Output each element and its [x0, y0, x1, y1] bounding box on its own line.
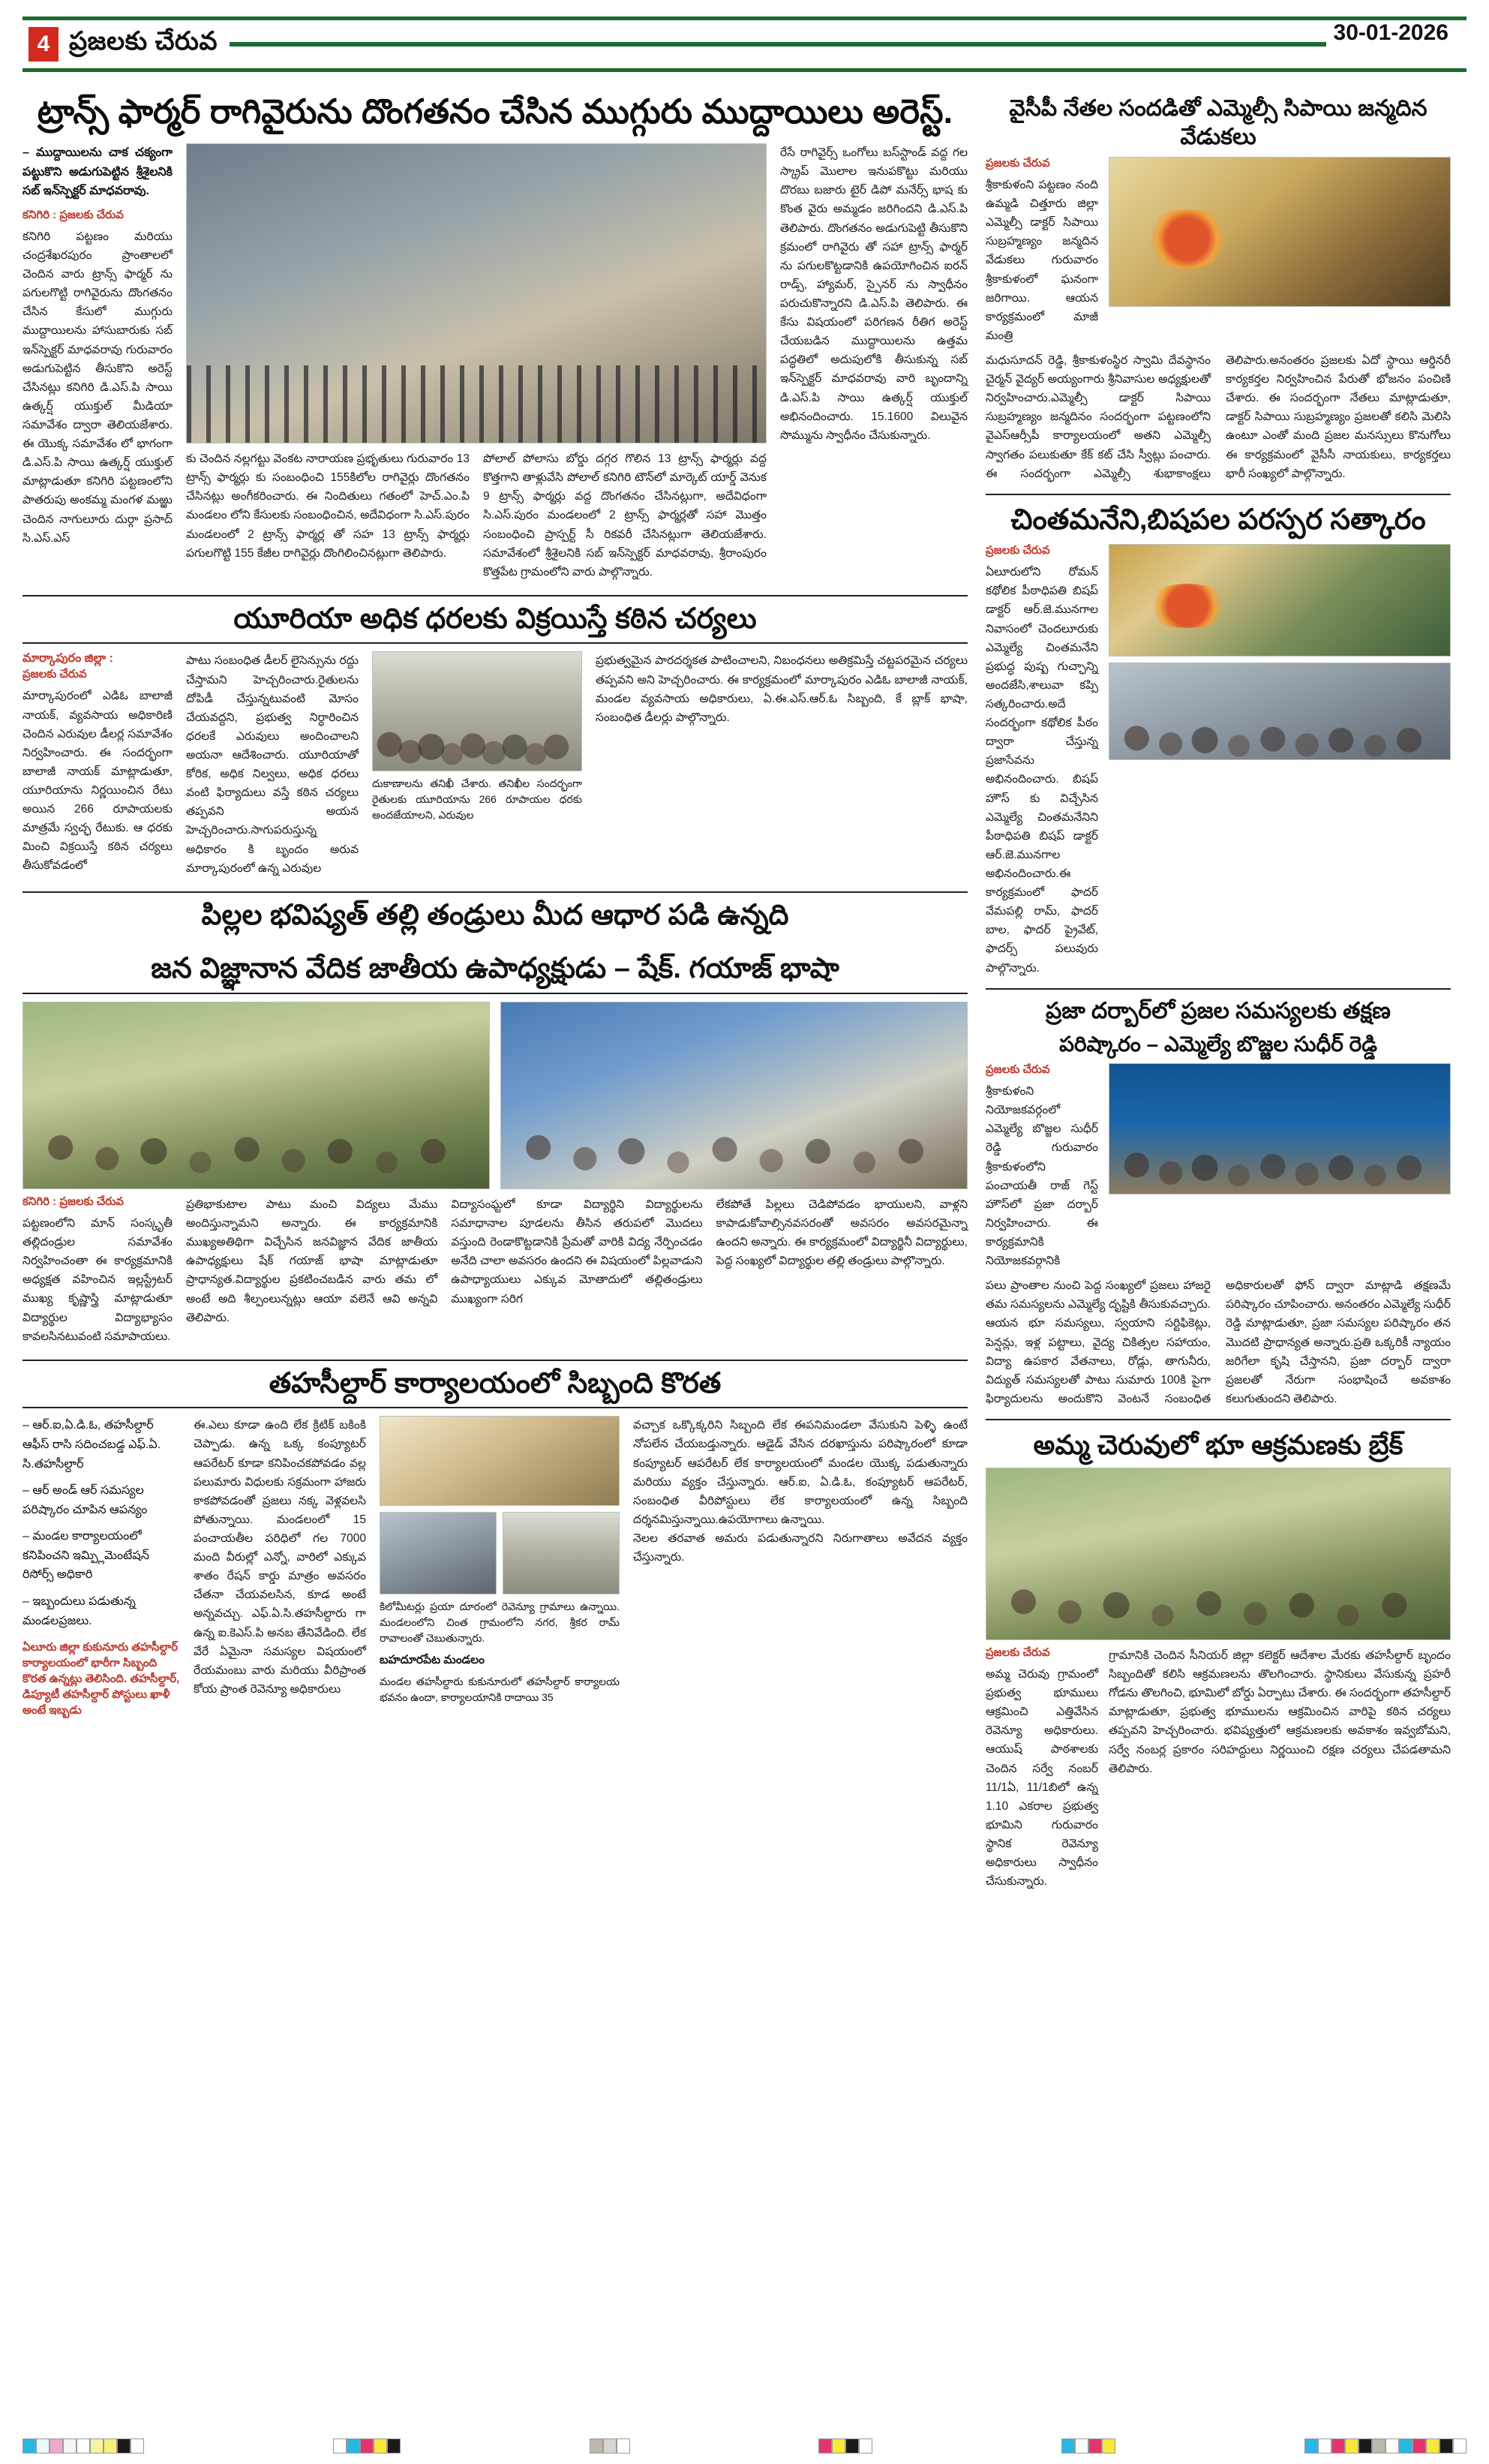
story-urea-photo-col — [372, 651, 582, 877]
felicitation-photo-2-image — [1109, 663, 1450, 759]
urea-col2-text: పాటు సంబంధిత డీలర్ లైసెన్సును రద్దు చేస్తామని హెచ్చరించారు.రైతులను దోపిడీ చేస్తున్నటువంటి మోసం చేయవద్దని, ప్రభుత్వ నిర్ధారించిన ధరలకే ఎరువులు అందించాలని అయనా ఆదేశించారు. యూరియాతో కోరిక, అధిక నిల్వలు, అధిక ధరలు వంటి ఫిర్యాదులు వస్తే కఠిన చర్యలు తప్పవని అయన హెచ్చరించారు.సాగుపరుస్తున్న అధికారం కి బృందం అరువ మార్కాపురంలో ఉన్న ఎరువుల — [186, 654, 359, 875]
story-transformer-deck-col — [23, 143, 173, 581]
children-meeting-photo-2 — [500, 1002, 968, 1189]
tahsildar-col5-text: నెలల తరవాత అమరు పడుతున్నారని నిరుగాతాలు అవేదన వ్యక్తం చేస్తున్నారు. — [633, 1531, 968, 1564]
urea-kicker: మార్కాపురం జిల్లా : — [23, 652, 113, 666]
grievance-col2-text: పలు ప్రాంతాల నుంచి పెద్ద సంఖ్యలో ప్రజలు హాజరై తమ సమస్యలను ఎమ్మెల్యే దృష్టికి తీసుకువచ్చారు. ఆయన భూ సమస్యలు, స్వయాని సర్టిఫికెట్లు, పెన్షన్లు, ఇళ్ల పట్టాలు, వైద్య చికిత్సల సహాయం, విద్యా ఉపకార వేతనాలు, రోడ్లు, తాగునీరు, విద్యుత్ సమస్యలతో పాటు సుమారు 100కి పైగా ఫిర్యాదులను అందుకొని వెంటనే సంబంధిత అధికారులతో ఫోన్ ద్వారా మాట్లాడి తక్షణమే పరిష్కారం చూపించారు. అనంతరం ఎమ్మెల్యే సుధీర్ రెడ్డి మాట్లాడుతూ, ప్రజా సమస్యల పరిష్కారం తన మొదటి ప్రాధాన్యత అన్నారు.ప్రతి ఒక్కరికీ న్యాయం జరిగేలా కృషి చేస్తానని, ప్రజా దర్బార్ ద్వారా ప్రజలతో నేరుగా సంభాషించే అవకాశం కలుగుతుందని తెలిపారు. — [986, 1279, 1451, 1405]
ammacheruvu-col2-text: గ్రామానికి చెందిన సీనియర్ జిల్లా కలెక్టర్ ఆదేశాల మేరకు తహసీల్దార్ బృందం సిబ్బందితో కలిసి ఆక్రమణలను తొలగించారు. స్థానికులు వేసుకున్న ప్రహరీ గోడను తొలగించి, భూమిలో బోర్డు ఏర్పాటు చేశారు. ఈ సందర్భంగా తహసీల్దార్ మాట్లాడుతూ, ప్రభుత్వ భూములను ఆక్రమించిన వారిపై కఠిన చర్యలు తప్పవని హెచ్చరించారు. భవిష్యత్తులో ఆక్రమణలకు అవకాశం ఇవ్వబోమని, సర్వే నంబర్ల ప్రకారం సరిహద్దులు నిర్ణయించి రక్షణ చర్యలు చేపడతామని తెలిపారు. — [1109, 1649, 1451, 1775]
urea-col1-text: మార్కాపురంలో ఎడిఓ బాలాజీ నాయక్, వ్యవసాయ అధికారిణి చెందిన ఎరువుల డీలర్ల సమావేశం నిర్వహించారు. ఈ సందర్భంగా బాలాజీ నాయక్ మాట్లాడుతూ, యూరియాను నిర్ణయించిన రేటు అయిన 266 రూపాయలకు మాత్రమే స్వచ్ఛ రేటుకు. ఆ ధరకు మించి విక్రయిస్తే కఠిన చర్యలు తీసుకోవడంలో — [23, 690, 173, 873]
urea-byline: ప్రజలకు చేరువ — [23, 668, 87, 681]
ysrcp-col1-text: శ్రీకాకుళంని పట్టణం నంది ఉమ్మడి చిత్తూరు జిల్లా ఎమ్మెల్సీ డాక్టర్ సిపాయి సుబ్రహ్మణ్యం జన్మదిన వేడుకలు గురువారం శ్రీకాకుళంలో ఘనంగా జరిగాయి. ఆయన కార్యక్రమంలో మాజీ మంత్రి — [986, 179, 1098, 342]
story-transformer-col2: కు చెందిన నల్లగట్టు వెంకట నారాయణ ప్రభృతులు గురువారం 13 ట్రాన్స్ ఫార్మర్లు కు సంబంధించి 155కిలోల రాగివైర్లు దొంగతనం చేసినట్లు అంగీకరించారు. ఈ నిందితులు గతంలో హెచ్.ఎం.పి మండలం లోని కేసులకు సంబంధించిన, అదేవిధంగా సి.ఎస్.పురం మండలంలో 2 ట్రాన్స్ ఫార్మర్ల తో సహ 13 ట్రాన్స్ ఫార్మర్లు పగులగొట్టి 155 కేజీల రాగివైర్లు దొంగిలించినట్లుగా తెలిపారు. — [186, 452, 470, 560]
ysrcp-headline: వైసీపీ నేతల సందడితో ఎమ్మెల్సీ సిపాయి జన్మదిన వేడుకలు — [1009, 96, 1427, 149]
masthead-left — [23, 20, 230, 68]
birthday-celebration-photo — [1109, 157, 1451, 307]
children-headline-2: జన విజ్ఞానాన వేదిక జాతీయ ఉపాధ్యక్షుడు – షేక్. గయాజ్ భాషా — [23, 952, 968, 994]
ysrcp-byline: ప్రజలకు చేరువ — [986, 157, 1050, 170]
felicitation-photo-1-image — [1109, 545, 1450, 656]
story-transformer-col1: కనిగిరి పట్టణం మరియు చంద్రశేఖరపురం ప్రాంతాలలో చెందిన వారు ట్రాన్స్ ఫార్మర్ ను పగులగొట్టి రాగివైరును దొంగతనం చేసిన కేసులో ముగ్గురు ముద్దాయిలను హాసుబారుకు సబ్ ఇన్‌స్పెక్టర్ మాధవరావు గురువారం అడుగుపెట్టిన తీసుకొని అరెస్ట్ చేసినట్లు కనిగిరి డి.ఎస్.పి సాయి ఉత్కర్ష్ యుక్తుల్ మీడియా సమావేశం ద్వారా తెలియజేశారు. ఈ యొక్క సమావేశం లో భాగంగా డి.ఎస్.పి సాయి ఉత్కర్ష్ యుక్తుల్ మాట్లాడుతూ కనిగిరి పట్టణంలోని పాతరుపు అంకమ్మ మంగళ మఱ్ఱు చెందిన నాగులూరు దుర్గా ప్రసాద్ సి.ఎస్.ఎస్ — [23, 230, 173, 545]
tahsildar-bullet-1: – ఆర్ అండ్ ఆర్ సమస్యల పరిష్కారం చూపిన ఆపన్యం — [23, 1484, 148, 1516]
story-transformer-col3: పోలాల్ పోలాసు బోర్డు దగ్గర గొలిన 13 ట్రాన్స్ ఫార్మర్లు వద్ద కొత్తగాని తాళ్లువేసి పోలాల్ కనిగిరి టౌన్‌లో మార్కెట్ యార్డ్ వెనుక 9 ట్రాన్స్ ఫార్మర్లు వద్ద దొంగతనం చేసినట్లుగా, అదేవిధంగా సి.ఎస్.పురం మండలంలో 2 ట్రాన్స్ ఫార్మర్లతో సహా మొత్తం సంబంధించి ప్రాస్పర్ట్ సీ రికవరీ చేసినట్లుగా తెలియజేశారు. సమావేశంలో శ్రీశైలనికి సబ్ ఇన్‌స్పెక్టర్ మాధవరావు, శ్రీరాంపురం కొత్తపేట గ్రామంలోని వారు పాల్గొన్నారు. — [483, 452, 767, 578]
urea-inspection-photo-image — [373, 652, 581, 771]
press-conference-photo — [186, 143, 767, 443]
story-grievance — [986, 1063, 1451, 1270]
ysrcp-col2-text: మధుసూదన్ రెడ్డి, శ్రీకాకుళంస్థిర స్వామి దేవస్థానం చైర్మన్ వైద్యర్ అయ్యంగారు శ్రీనివాసుల అధ్యక్షులతో నిర్వహించారు.ఎమ్మెల్సీ డాక్టర్ సిపాయి సుబ్రహ్మణ్యం జన్మదినం సందర్భంగా పట్టణంలోని వైఎస్ఆర్సీపీ కార్యాలయంలో అతని ఎమ్మెల్సీ స్వాగతం పలుకుతూ కేక్ కట్ చేసి స్వీట్లు పంచారు. ఈ సందర్భంగా ఎమ్మెల్సీ శుభాకాంక్షలు తెలిపారు.అనంతరం ప్రజలకు ఏదో స్థాయి ఆర్డినరీ కార్యకర్తల నిర్వహించిన పేరుతో భోజనం పంచిణి చేశారు. ఈ సందర్భంగా నేతలు మాట్లాడుతూ, డాక్టర్ సిపాయి సుబ్రహ్మణ్యం ప్రజలతో కలిసి మెలిసి ఉంటూ ఎంతో మంది ప్రజల మనస్సులు కొనుగోలు ఈ కార్యక్రమంలో వైసీసీ నాయకులు, కార్యకర్తలు భారీ సంఖ్యలో పాల్గొన్నారు. — [986, 353, 1451, 480]
chintamaneni-headline: చింతమనేని,బిషపల పరస్పర సత్కారం — [986, 494, 1451, 539]
tahsildar-bullets — [23, 1416, 180, 1630]
bahadurpet-subhead: బహదూరపేట మండలం — [380, 1654, 485, 1667]
ysrcp-photo-col — [1109, 157, 1451, 345]
urea-inspection-photo — [372, 651, 582, 771]
ammacheruvu-col1 — [986, 1646, 1098, 1891]
grievance-photo-col — [1109, 1063, 1451, 1270]
urea-headline: యూరియా అధిక ధరలకు విక్రయిస్తే కఠిన చర్యలు — [23, 595, 968, 645]
story-ammacheruvu — [986, 1646, 1451, 1891]
tahsildar-office-photo-2-image — [380, 1513, 496, 1594]
children-meeting-photo-1-image — [23, 1002, 489, 1188]
grievance-col1 — [986, 1063, 1098, 1270]
lead-headline: ట్రాన్స్ ఫార్మర్ రాగివైరును దొంగతనం చేసిన ముగ్గురు ముద్దాయిలు అరెస్ట్. — [37, 92, 953, 131]
children-meeting-photo-1 — [23, 1002, 490, 1189]
tahsildar-photo-col — [380, 1416, 620, 1723]
story-transformer-photo-col — [186, 143, 767, 581]
bahadurpet-text: మండల తహసీల్దారు కుకునూరులో తహసీల్దార్ కార్యాలయ భవనం ఉందా, కార్యాలయానికి రాదాయి 35 — [380, 1675, 620, 1704]
tahsildar-photo-row — [380, 1512, 620, 1594]
tahsildar-office-photo-3-image — [503, 1513, 619, 1594]
tahsildar-bullet-2: – మండల కార్యాలయంలో కనిపించని ఇమ్ప్లిమెంటేషన్ రిసోర్స్ అధికారి — [23, 1530, 150, 1582]
tahsildar-col3-text: వచ్చాక ఒక్కొక్కరిని సిబ్బంది లేక ఈపనిమండలా వేసుకుని పెళ్ళి ఉంటే నోపలేన చేయబడ్తున్నారు. ఆడైడ్ వేసిన దరఖాస్తును పరిష్కారంలో కూడా కంప్యూటర్ ఆపరేటర్ లేక కార్యాలయంలో మండల యొక్క పడుతున్నారు మరియు వ్యక్తం చేస్తున్నారు. ఆర్.ఐ, ఏ.డి.ఓ, కంప్యూటర్ ఆపరేటర్, సంబంధిత వీరిపోస్టులు లేక కార్యాలయంలో ఉన్న సిబ్బంది దర్శనమిస్తున్నాయి.ఉపయోగాలు ఉన్నాయి. — [633, 1419, 968, 1526]
color-bar-group-6 — [1304, 2438, 1466, 2453]
chintamaneni-byline: ప్రజలకు చేరువ — [986, 544, 1050, 557]
birthday-celebration-photo-image — [1109, 158, 1450, 306]
ammacheruvu-byline: ప్రజలకు చేరువ — [986, 1646, 1050, 1660]
story-transformer-byline: కనిగిరి : ప్రజలకు చేరువ — [23, 208, 124, 221]
ammacheruvu-col1-text: అమ్మ చెరువు గ్రామంలో ప్రభుత్వ భూములు ఆక్రమించి ఎత్తివేసిన రెవెన్యూ అధికారులు. ఆయుష్ పాఠశాలకు చెందిన సర్వే నంబర్ 11/1ఏ, 11/1బిలో ఉన్న 1.10 ఎకరాల ప్రభుత్వ భూమిని గురువారం స్థానిక రెవెన్యూ అధికారులు స్వాధీనం చేసుకున్నారు. — [986, 1668, 1098, 1889]
felicitation-photo-1 — [1109, 544, 1451, 657]
land-encroachment-photo-image — [986, 1468, 1450, 1639]
tahsildar-bullet-0: – ఆర్.ఐ,ఏ.డి.ఓ, తహసీల్దార్ ఆఫీస్ రాసి సదించబడ్డ ఎఫ్.ఏ. సి.తహసీల్దార్ — [23, 1419, 161, 1471]
tahsildar-bullet-3: – ఇబ్బందులు పడుతున్న మండలప్రజలు. — [23, 1595, 136, 1627]
children-col2-text: ప్రతిభాకుటాల పాటు మంచి విద్యలు మేము అందిస్తున్నామని అన్నారు. ఈ కార్యక్రమానికి ముఖ్యఅతిథిగా విచ్చేసిన జనవిజ్ఞాన వేదిక జాతీయ ఉపాధ్యక్షులు షేక్ గయాజ్ భాషా మాట్లాడుతూ ప్రాధాన్యత.విద్యార్థుల ప్రకటించబడిన వారు తమ లో అంటే అది శీల్పంలున్నట్లు ఆయా వలెనే ఆవి అన్నవి తెలిపారు. — [186, 1197, 438, 1324]
land-encroachment-photo — [986, 1468, 1451, 1640]
tahsildar-headline: తహసీల్దార్ కార్యాలయంలో సిబ్బంది కొరత — [23, 1360, 968, 1409]
story-chintamaneni — [986, 544, 1451, 977]
story-ysrcp — [986, 157, 1451, 345]
right-column — [986, 84, 1451, 1891]
children-byline: కనిగిరి : ప్రజలకు చేరువ — [23, 1194, 124, 1208]
children-col1-text: పట్టణంలోని మాన్ సంస్కృతీ తల్లిదండ్రుల సమావేశం నిర్వహించంతా ఈ కార్యక్రమానికి అధ్యక్షత వహించిన ఇల్లస్ట్రేటర్ ముఖ్య కృష్ణాస్త్రి మాట్లాడుతూ విద్యార్థుల విద్యాభ్యాసం కావలసినటువంటి సమాపాయలు. — [23, 1216, 173, 1343]
color-bar-group-4 — [818, 2438, 872, 2453]
public-grievance-photo — [1109, 1063, 1451, 1194]
color-bar-group-3 — [590, 2438, 630, 2453]
tahsildar-office-photo-2 — [380, 1512, 497, 1594]
masthead-date-wrap — [1326, 20, 1466, 68]
tahsildar-office-photo-1-image — [380, 1417, 619, 1505]
page-body — [0, 72, 1489, 1891]
children-meeting-photo-2-image — [501, 1002, 967, 1188]
press-conference-photo-image — [187, 144, 766, 443]
tahsildar-office-photo-1 — [380, 1416, 620, 1506]
children-headline-1: పిల్లల భవిష్యత్ తల్లి తండ్రులు మీద ఆధార పడి ఉన్నది — [23, 891, 968, 939]
ysrcp-col1 — [986, 157, 1098, 345]
children-col3-text: విద్యాసంఘ్టలో కూడా విద్యార్థిని విద్యార్థులను సమాధానాల పూడలను తీసిన తరుపలో మొదలు వస్తుంది రెండాకొట్టడానికి ప్రేమతో వారికి విద్య నేర్పించడం అనేది చాలా అవసరం ఉందని ఈ విషయంలో పిల్లవాడుని ఉపాధ్యాయులు ఎక్కువ మోతాదులో తల్లితండ్రులు ముఖ్యంగా సరిగ — [451, 1197, 703, 1306]
story-transformer — [23, 143, 968, 581]
grievance-headline-1: ప్రజా దర్బార్‌లో ప్రజల సమస్యలకు తక్షణ — [986, 988, 1451, 1026]
color-bar-group-5 — [1061, 2438, 1115, 2453]
urea-col4-text: ప్రభుత్వమైన పారదర్శకత పాటించాలని, నిబంధనలు అతిక్రమిస్తే చట్టపరమైన చర్యలు తప్పవని అని హెచ్చరించారు. ఈ కార్యక్రమంలో మార్కాపురం ఎడిఓ బాలాజీ నాయక్, మండల వ్యవసాయ అధికారులు, ఏ.ఈ.ఎస్.ఆర్.ఓ సిబ్బంది, కే బ్లాక్ భాషా, సంబంధిత డీలర్లు పాల్గొన్నారు. — [596, 654, 968, 724]
page-number: 4 — [29, 27, 59, 62]
urea-col3-text: దుకాణాలను తనిఖీ చేశారు. తనిఖీల సందర్భంగా రైతులకు యూరియాను 266 రూపాయల ధరకు అందజేయాలని, ఎరువుల — [372, 777, 582, 822]
masthead — [23, 17, 1466, 72]
main-column — [23, 84, 968, 1891]
edition-date: 30-01-2026 — [1334, 20, 1459, 46]
tahsildar-col3-wrap — [633, 1416, 968, 1723]
children-col1 — [23, 1195, 173, 1346]
tahsildar-col2-text: ఈ.ఎలు కూడా ఉంది లేక క్రిటిక్ బకింకి చెప్పాడు. ఉన్న ఒక్క కంప్యూటర్ ఆపరేటర్ కూడా కనిపించకపోవడం వల్ల పలుమారు విధులకు సక్రమంగా హాజరు కాకపోవడంతో ప్రజలు నక్క వెళ్లవలసి పోతున్నాయి. మండలంలో 15 పంచాయతీల పరిధిలో గల 7000 మంది వీరుల్లో ఎన్నో, వారిలో ఎక్కువ శాతం రేషన్ కార్డు మాత్రం అవసరం చేతనా చేయవలసిన, కూడ అంటే అన్నవచ్చు. ఎఫ్.ఏ.సి.తహసీల్దారు గా ఉన్న ఐ.కెఎస్.పి అనబ తేనివేడింది. లేక వేరే ఏమైనా సమస్యల విషయంలో రేయమంబు వారు మరియు వీరిప్రాంత కోయ ప్రాంత రెవెన్యూ అధికారులు — [194, 1419, 366, 1696]
children-photos — [23, 1002, 968, 1189]
registration-color-bars — [23, 2438, 1466, 2453]
grievance-headline-2: పరిష్కారం – ఎమ్మెల్యే బొజ్జల సుధీర్ రెడ్డి — [1059, 1032, 1377, 1056]
grievance-byline: ప్రజలకు చేరువ — [986, 1063, 1050, 1077]
chintamaneni-col1 — [986, 544, 1098, 977]
grievance-col1-text: శ్రీకాకుళంని నియోజకవర్గంలో ఎమ్మెల్యే బొజ్జల సుధీర్ రెడ్డి గురువారం శ్రీకాకుళంలోని పంచాయతీ రాజ్ గెస్ట్ హౌస్‌లో ప్రజా దర్బార్ నిర్వహించారు. ఈ కార్యక్రమానికి నియోజకవర్గానికి — [986, 1085, 1098, 1268]
children-col4-text: లేకపోతే పిల్లలు చెడిపోవడం భాయులని, వాళ్లని కాపాడుకోవాల్సినవసరంతో అవసరం అవసరమైన్నా ఉందని అన్నారు. ఈ కార్యక్రమంలో విద్యార్థినీ విద్యార్థులు, పెద్ద సంఖ్యలో విద్యార్థుల తల్లి తండ్రులు పాల్గొన్నారు. — [716, 1197, 968, 1268]
color-bar-group-2 — [333, 2438, 401, 2453]
tahsildar-office-photo-3 — [503, 1512, 620, 1594]
tahsildar-col4-text: కిలోమీటర్లు ప్రయా దూరంలో రెవెన్యూ గ్రామాలు ఉన్నాయి. మండలంలోని చింత గ్రామంలోని నగర, శ్రీకర రామ్ రావాలంతో చెబుతున్నారు. — [380, 1600, 620, 1645]
chintamaneni-photo-col — [1109, 544, 1451, 977]
publication-title: ప్రజలకు చేరువ — [69, 26, 218, 56]
story-urea — [23, 651, 968, 877]
public-grievance-photo-image — [1109, 1064, 1450, 1194]
chintamaneni-col1-text: ఏలూరులోని రోమన్ కథోలిక పీఠాధిపతి బిషప్ డాక్టర్ ఆర్.జె.మునగాల నివాసంలో చెందలూరుకు ఎమ్మెల్యే చింతమనేని ప్రభుద్ధ పుష్ప గుచ్ఛాన్ని అందజేసి,శాలువా కప్పి సత్కరించారు.అదే సందర్భంగా కథోలిక పీఠం ద్వారా చేస్తున్న ప్రజాసేవను అభినందించారు. బిషప్ హౌస్ కు విచ్చేసిన ఎమ్మెల్యే చింతమనేనిని పీఠాధిపతి బిషప్ డాక్టర్ ఆర్.జె.మునగాల అభినందించారు.ఈ కార్యక్రమంలో ఫాదర్ వేమపల్లి రామ్, ఫాదర్ బాల, ఫాదర్ ప్రైవేట్, ఫాదర్స్ పలువురు పాల్గొన్నారు. — [986, 566, 1098, 975]
story-urea-col1 — [23, 651, 173, 877]
felicitation-photo-2 — [1109, 663, 1451, 760]
tahsildar-byline: ఏలూరు జిల్లా కుకునూరు తహసీల్దార్ కార్యాలయంలో భారీగా సిబ్బంది కొరత ఉన్నట్లు తెలిసింది. తహసీల్దార్, డిప్యూటీ తహసీల్దార్ పోస్టులు ఖాళీ అంటే ఇబ్బడు — [23, 1641, 180, 1717]
story-children-text — [23, 1195, 968, 1346]
story-tahsildar — [23, 1416, 968, 1723]
tahsildar-col1 — [23, 1416, 180, 1723]
story-transformer-deck: – ముద్దాయిలను చాక చక్యంగా పట్టుకొని అడుగుపెట్టిన శ్రీశైలనికి సబ్ ఇన్‌స్పెక్టర్ మాధవరావు. — [23, 146, 173, 198]
masthead-rule — [230, 20, 1325, 68]
story-transformer-col4: రేసే రాగివైర్స్ ఒంగోలు బస్‌స్టాండ్ వద్ద గల స్క్రాప్ మొలాల ఇనుపకొట్టు మరియు దొరబు బజారు టైర్ డిపో మనేర్స్ భాష కు కొంత వైరు అమ్మడం జరిగిందని డి.ఎస్.పి తెలిపారు. దొంగతనం అడుగుపెట్టి తీసుకొని క్రమంలో రాగివైరు తో సహా ట్రాన్స్ ఫార్మర్ ను పగులకొట్టడానికి ఉపయోగించిన ఐరన్ రాడ్స్, హ్యామర్, స్పైనర్ ను స్వాధీనం పరుచుకొన్నారని డి.ఎస్.పి తెలిపారు. ఈ కేసు విషయంలో పరిగణన రీతిగ అరెస్ట్ చేయబడిన ముద్దాయిలను ఉత్తమ పద్ధతిలో అదుపులోకి తీసుకున్న సబ్ ఇన్‌స్పెక్టర్ మాధవరావు వారి బృందాన్ని డి.ఎస్.పి సాయి ఉత్కర్ష్ యుక్తుల్ అభినందించారు. 15.1600 విలువైన సొమ్మును స్వాధీనం చేసుకున్నారు. — [780, 146, 968, 442]
color-bar-group-1 — [23, 2438, 144, 2453]
story-transformer-lower-cols — [186, 449, 767, 581]
ammacheruvu-headline: అమ్మ చెరువులో భూ ఆక్రమణకు బ్రేక్ — [986, 1419, 1451, 1462]
